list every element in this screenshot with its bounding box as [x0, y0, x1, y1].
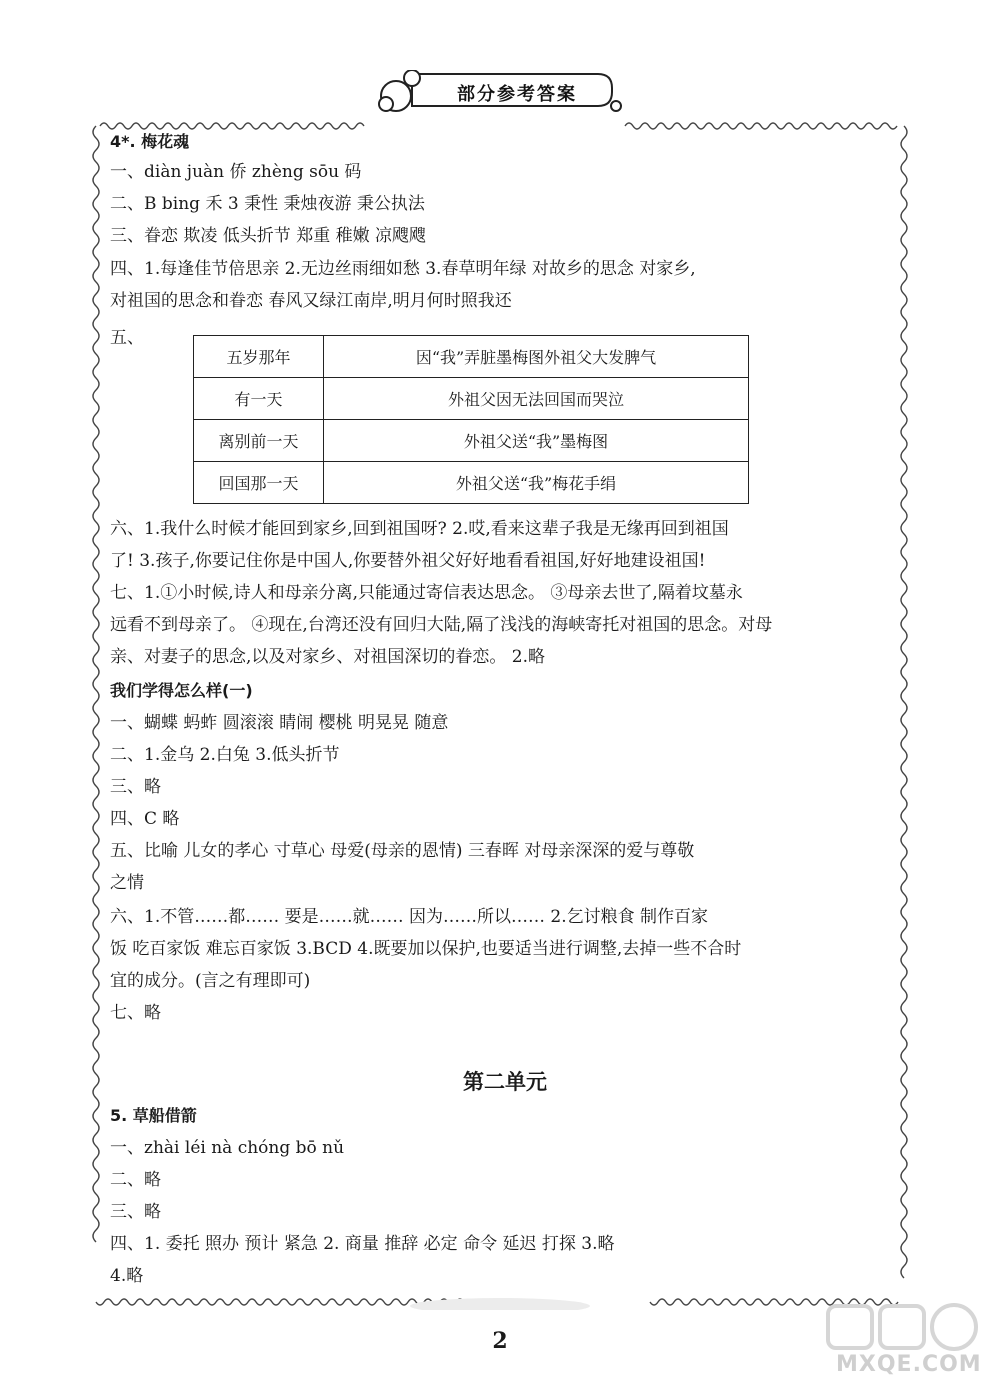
table-cell: 外祖父送“我”墨梅图 [324, 420, 749, 462]
answer-line: 宜的成分。(言之有理即可) [110, 971, 311, 991]
table-cell: 五岁那年 [194, 336, 324, 378]
answer-line: 一、diàn juàn 侨 zhèng sōu 码 [110, 162, 362, 182]
page-number: 2 [492, 1328, 508, 1354]
lesson-title: 5. 草船借箭 [110, 1106, 197, 1125]
table-cell: 外祖父因无法回国而哭泣 [324, 378, 749, 420]
watermark-text: MXQE.COM [836, 1352, 982, 1377]
answer-line: 六、1.不管……都…… 要是……就…… 因为……所以…… 2.乞讨粮食 制作百家 [110, 907, 709, 927]
answer-line: 四、C 略 [110, 809, 180, 829]
answer-line: 了! 3.孩子,你要记住你是中国人,你要替外祖父好好地看看祖国,好好地建设祖国! [110, 551, 706, 571]
table-cell: 回国那一天 [194, 462, 324, 504]
answer-line: 五、比喻 儿女的孝心 寸草心 母爱(母亲的恩情) 三春晖 对母亲深深的爱与尊敬 [110, 841, 695, 861]
answer-line: 饭 吃百家饭 难忘百家饭 3.BCD 4.既要加以保护,也要适当进行调整,去掉一些不合时 [110, 939, 742, 959]
answer-line: 三、略 [110, 777, 161, 797]
answer-table [193, 335, 749, 504]
answer-line: 七、1.①小时候,诗人和母亲分离,只能通过寄信表达思念。 ③母亲去世了,隔着坟墓永 [110, 583, 743, 603]
table-row [194, 336, 749, 378]
answer-line: 二、略 [110, 1170, 161, 1190]
unit-heading: 第二单元 [463, 1070, 547, 1094]
answer-line: 亲、对妻子的思念,以及对家乡、对祖国深切的眷恋。 2.略 [110, 647, 546, 667]
answer-line: 远看不到母亲了。 ④现在,台湾还没有回归大陆,隔了浅浅的海峡寄托对祖国的思念。对母 [110, 615, 773, 635]
answer-line: 4.略 [110, 1266, 144, 1286]
answer-line: 二、1.金乌 2.白兔 3.低头折节 [110, 745, 340, 765]
answer-line: 六、1.我什么时候才能回到家乡,回到祖国呀? 2.哎,看来这辈子我是无缘再回到祖国 [110, 519, 729, 539]
table-row [194, 462, 749, 504]
table-row [194, 420, 749, 462]
answer-line: 二、B bing 禾 3 秉性 秉烛夜游 秉公执法 [110, 194, 425, 214]
table-cell: 有一天 [194, 378, 324, 420]
answer-line: 一、zhài léi nà chóng bō nǔ [110, 1138, 345, 1158]
table-cell: 离别前一天 [194, 420, 324, 462]
answer-line: 七、略 [110, 1003, 161, 1023]
table-cell: 因“我”弄脏墨梅图外祖父大发脾气 [324, 336, 749, 378]
lesson-title: 4*. 梅花魂 [110, 132, 190, 151]
table-cell: 外祖父送“我”梅花手绢 [324, 462, 749, 504]
answer-line: 四、1. 委托 照办 预计 紧急 2. 商量 推辞 必定 命令 延迟 打探 3.略 [110, 1234, 615, 1254]
answer-line: 一、蝴蝶 蚂蚱 圆滚滚 睛闹 樱桃 明晃晃 随意 [110, 713, 449, 733]
answer-line: 三、眷恋 欺凌 低头折节 郑重 稚嫩 凉飕飕 [110, 226, 427, 246]
answer-line: 对祖国的思念和眷恋 春风又绿江南岸,明月何时照我还 [110, 291, 512, 311]
answer-line: 三、略 [110, 1202, 161, 1222]
page-title: 部分参考答案 [457, 84, 577, 105]
table-row [194, 378, 749, 420]
answer-label: 五、 [110, 328, 144, 348]
lesson-title: 我们学得怎么样(一) [110, 681, 253, 700]
answer-line: 之情 [110, 873, 144, 893]
answer-line: 四、1.每逢佳节倍思亲 2.无边丝雨细如愁 3.春草明年绿 对故乡的思念 对家乡, [110, 259, 696, 279]
